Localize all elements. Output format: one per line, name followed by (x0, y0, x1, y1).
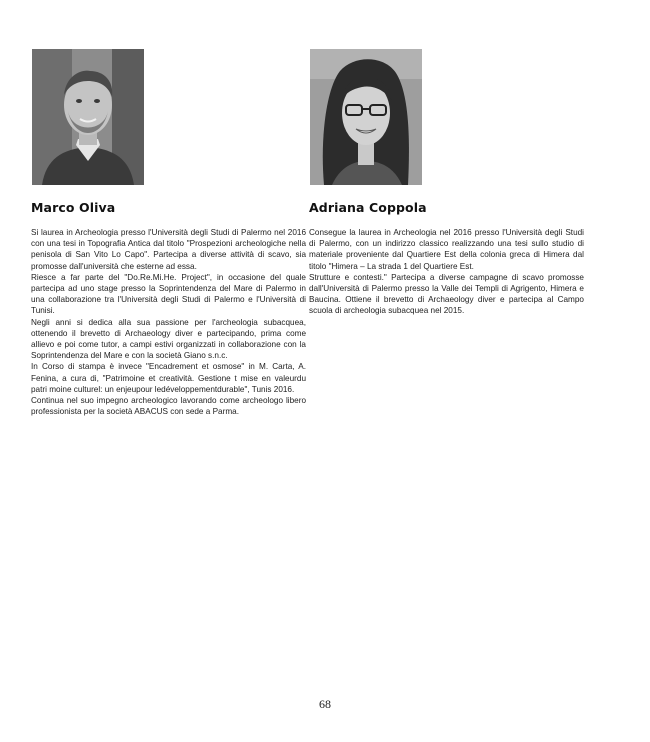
portrait-image (32, 49, 144, 185)
bio-paragraph: Continua nel suo impegno archeologico lavorando come archeologo libero professionista per la società ABACUS con sede a Parma. (31, 396, 306, 417)
portrait-photo-marco-oliva (32, 49, 144, 185)
person-name: Adriana Coppola (309, 200, 427, 215)
bio-paragraph: Negli anni si dedica alla sua passione per l'archeologia subacquea, ottenendo il brevetto di Archaeology diver e partecipando, prima come allievo e poi come tutor, a campi estivi organizzati in collaborazione con la Soprintendenza del Mare e con la società Giano s.n.c. (31, 317, 306, 361)
bio-paragraph: In Corso di stampa è invece "Encadrement et osmose" in M. Carta, A. Fenina, a cura di, "Patrimoine et creatività. Gestione t mise en valeurdu patri moine culturel: un enjeupour ledéveloppementdurable", Tunis 2016. (31, 362, 306, 394)
bio-paragraph: Strutture e contesti." Partecipa a diverse campagne di scavo promosse dall'Università di Palermo presso la Valle dei Templi di Agrigento, Himera e Baucina. Ottiene il brevetto di Archaeology diver e partecipa al Campo scuola di archeologia subacquea nel 2015. (309, 272, 584, 316)
portrait-photo-adriana-coppola (310, 49, 422, 185)
bio-paragraph: Consegue la laurea in Archeologia nel 2016 presso l'Università degli Studi di Palermo, con un indirizzo classico realizzando una tesi sullo studio di materiale proveniente dal Quartiere Est della colonia greca di Himera dal titolo "Himera – La strada 1 del Quartiere Est. (309, 228, 584, 271)
person-bio (31, 227, 306, 417)
bio-paragraph: Si laurea in Archeologia presso l'Università degli Studi di Palermo nel 2016 con una tesi in Topografia Antica dal titolo "Prospezioni archeologiche nella penisola di San Vito Lo Capo". Partecipa a diverse attività di scavo, sia promosse dall'università che esterne ad essa. (31, 228, 306, 271)
bio-paragraph: Riesce a far parte del "Do.Re.Mi.He. Project", in occasione del quale partecipa ad uno stage presso la Soprintendenza del Mare di Palermo in una collaborazione tra l'Università degli Studi di Palermo e l'Università di Tunisi. (31, 272, 306, 316)
page-number: 68 (319, 697, 331, 711)
person-bio (309, 227, 584, 317)
person-name: Marco Oliva (31, 200, 116, 215)
portrait-image (310, 49, 422, 185)
